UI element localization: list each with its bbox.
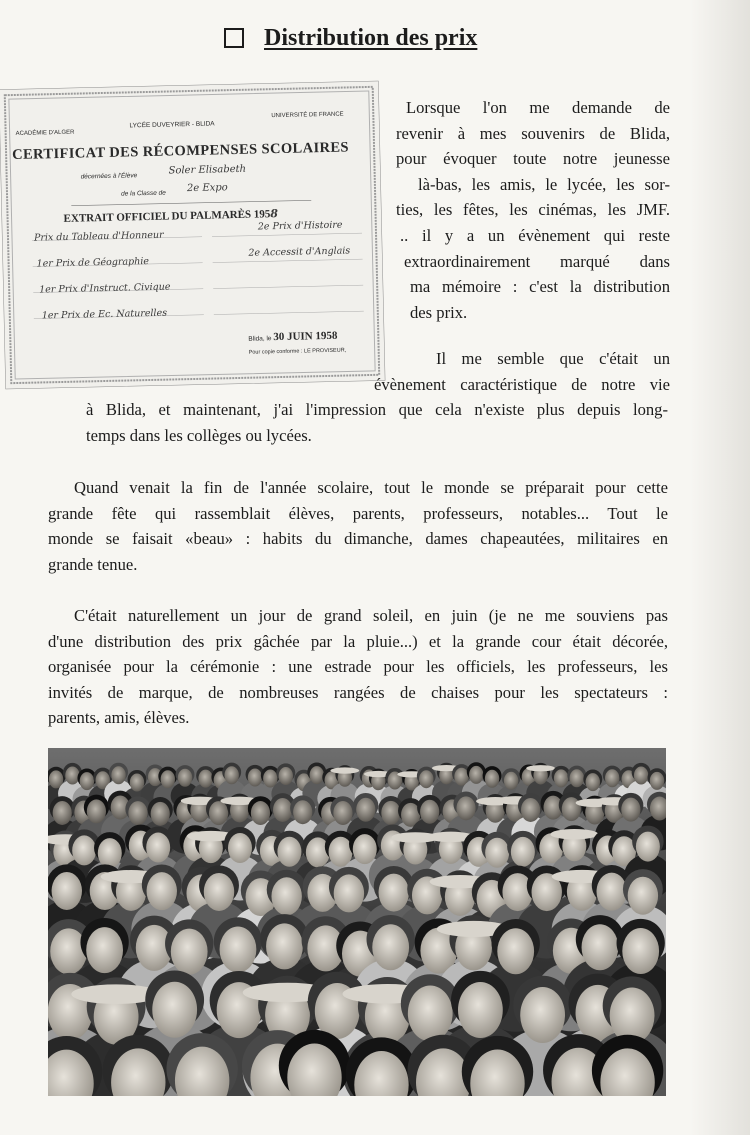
p4-line-5: parents, amis, élèves. xyxy=(48,708,190,728)
p4-line-3: organisée pour la cérémonie : une estrade pour les officiels, les professeurs, les xyxy=(48,657,668,677)
cert-extrait-text: EXTRAIT OFFICIEL DU PALMARÈS 195 xyxy=(63,208,271,225)
cert-award-right-2: 2e Accessit d'Anglais xyxy=(248,245,351,259)
cert-award-left-4: 1er Prix de Ec. Naturelles xyxy=(41,307,168,322)
cert-universite: UNIVERSITÉ DE FRANCE xyxy=(271,111,344,120)
p3-line-3: monde se faisait «beau» : habits du dimanche, dames chapeautées, militaires en xyxy=(48,529,668,549)
checkbox-square-icon xyxy=(224,28,244,48)
section-title xyxy=(224,20,524,56)
certificate-image xyxy=(0,81,385,390)
p4-line-4: invités de marque, de nombreuses rangées de chaises pour les spectateurs : xyxy=(48,682,668,702)
paragraph-3 xyxy=(48,475,668,577)
p3-line-4: grande tenue. xyxy=(48,554,138,574)
cert-annee: 8 xyxy=(270,207,279,221)
paragraph-2-rest xyxy=(48,397,668,448)
cert-eleve-name: Soler Elisabeth xyxy=(168,163,247,177)
p4-line-1: C'était naturellement un jour de grand soleil, en juin (je ne me souviens pas xyxy=(74,606,668,625)
p1-line-6: .. il y a un évènement qui reste xyxy=(400,225,670,245)
p2-line-1: Il me semble que c'était un xyxy=(436,349,670,368)
p4-line-2: d'une distribution des prix gâchée par la pluie...) et la grande cour était décorée, xyxy=(48,631,668,651)
p1-line-8: ma mémoire : c'est la distribution xyxy=(410,277,670,297)
p2-line-4: temps dans les collèges ou lycées. xyxy=(86,425,312,445)
cert-classe: 2e Expo xyxy=(186,182,228,195)
cert-date-prefix: Blida, le xyxy=(248,335,272,343)
cert-copie: Pour copie conforme : LE PROVISEUR, xyxy=(248,347,347,356)
cert-lycee: LYCÉE DUVEYRIER - BLIDA xyxy=(129,120,215,130)
p1-line-9: des prix. xyxy=(410,302,468,322)
crowd-photo xyxy=(48,748,666,1096)
cert-classe-label: de la Classe de xyxy=(120,189,166,198)
p1-line-2: revenir à mes souvenirs de Blida, xyxy=(396,123,670,143)
paragraph-1 xyxy=(396,95,670,325)
paragraph-2-inset xyxy=(374,346,670,397)
p1-line-7: extraordinairement marqué dans xyxy=(404,251,670,271)
crowd-photo-drawing xyxy=(48,748,666,1096)
p3-line-1: Quand venait la fin de l'année scolaire, tout le monde se préparait pour cette xyxy=(74,478,668,497)
cert-award-left-2: 1er Prix de Géographie xyxy=(36,255,150,270)
cert-award-left-1: Prix du Tableau d'Honneur xyxy=(33,229,164,244)
cert-heading: CERTIFICAT DES RÉCOMPENSES SCOLAIRES xyxy=(11,139,350,164)
paragraph-4 xyxy=(48,603,668,731)
page-edge-shadow xyxy=(690,0,750,1135)
cert-academie: ACADÉMIE D'ALGER xyxy=(15,129,75,137)
p1-line-1: Lorsque l'on me demande de xyxy=(406,98,670,117)
cert-award-right-1: 2e Prix d'Histoire xyxy=(257,219,343,233)
p2-line-2: évènement caractéristique de notre vie xyxy=(374,374,670,394)
cert-date-line xyxy=(248,330,337,344)
p3-line-2: grande fête qui rassemblait élèves, parents, professeurs, notables... Tout le xyxy=(48,503,668,523)
p1-line-5: ties, les fêtes, les cinémas, les JMF. xyxy=(396,200,670,220)
p1-line-4: là-bas, les amis, le lycée, les sor- xyxy=(418,174,670,194)
cert-award-left-3: 1er Prix d'Instruct. Civique xyxy=(39,281,171,296)
p2-line-3: à Blida, et maintenant, j'ai l'impression que cela n'existe plus depuis long- xyxy=(86,400,668,419)
cert-date: 30 JUIN 1958 xyxy=(273,329,338,344)
section-title-text: Distribution des prix xyxy=(264,24,478,51)
p1-line-3: pour évoquer toute notre jeunesse xyxy=(396,149,670,169)
cert-decernees: décernées à l'Élève xyxy=(80,172,138,181)
